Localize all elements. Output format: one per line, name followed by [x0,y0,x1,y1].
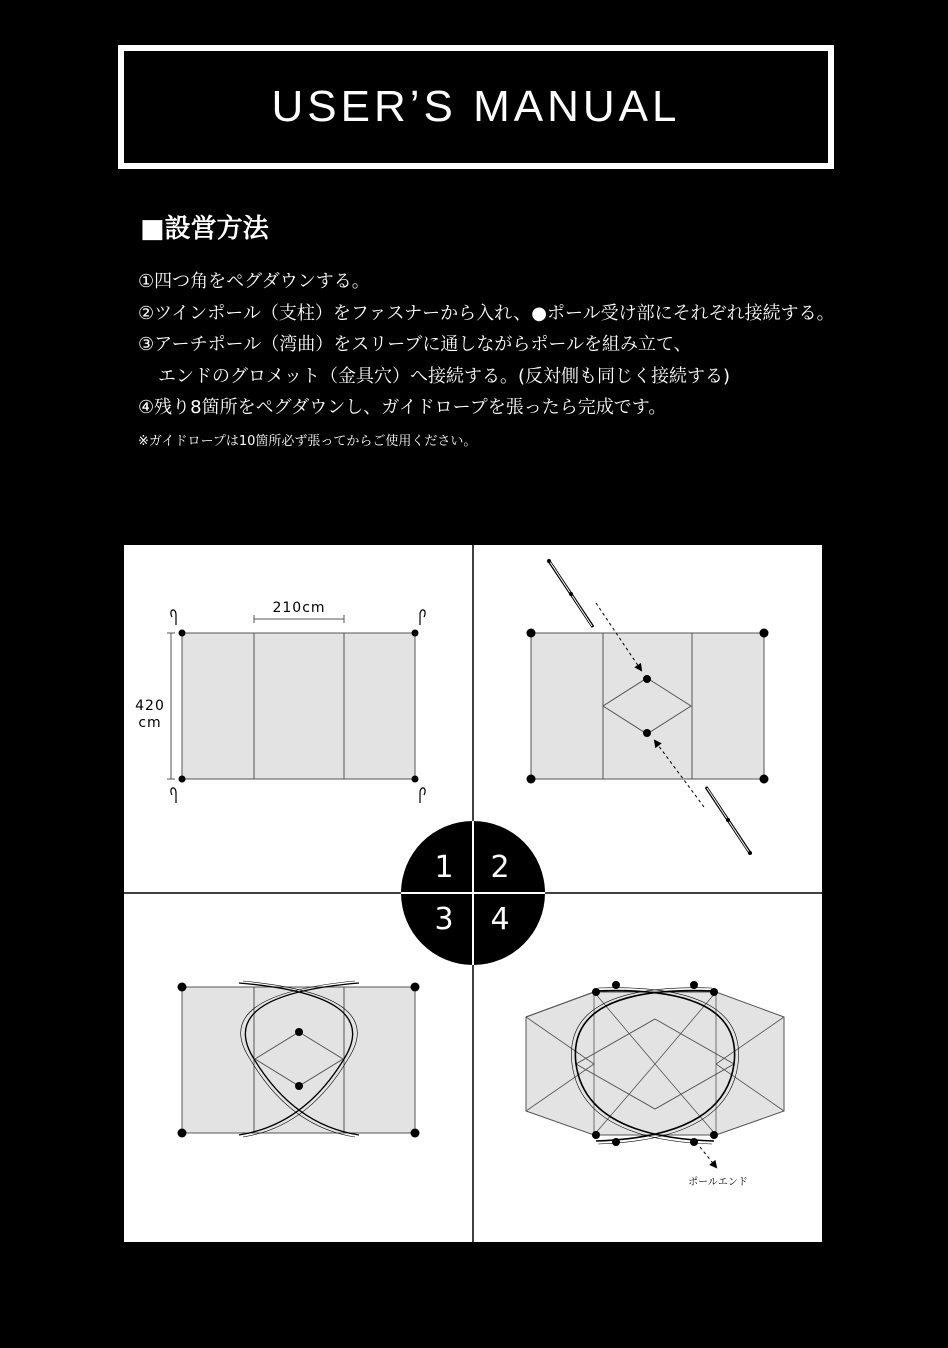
section-heading: ■設営方法 [140,214,269,244]
step-3: ③アーチポール（湾曲）をスリーブに通しながらポールを組み立て、 [138,334,692,355]
guide-rope-note: ※ガイドロープは10箇所必ず張ってからご使用ください。 [138,433,477,449]
pole-end-label: ポールエンド [688,1177,748,1188]
step2-diagram [527,559,769,855]
step-number-1: 1 [434,850,454,885]
steps-list [138,266,928,449]
twin-pole-icon [706,787,752,855]
step-number-4: 4 [490,902,510,937]
step-2: ②ツインポール（支柱）をファスナーから入れ、●ポール受け部にそれぞれ接続する。 [138,302,835,324]
setup-diagram [124,545,822,1242]
width-dimension-label: 210cm [272,600,326,616]
twin-pole-icon [547,559,593,627]
step-4: ④残り8箇所をペグダウンし、ガイドロープを張ったら完成です。 [138,397,667,418]
manual-title: USER’S MANUAL [271,82,681,131]
title-box [118,45,834,169]
peg-icon [420,788,425,803]
step-number-2: 2 [490,850,510,885]
height-dimension-label: 420 [135,698,165,714]
step-3-continued: エンドのグロメット（金具穴）へ接続する。(反対側も同じく接続する) [158,365,731,387]
step4-diagram [526,981,784,1188]
step1-diagram [128,600,425,803]
step-number-3: 3 [434,902,454,937]
step-number-badge [401,821,545,965]
peg-icon [171,610,176,625]
height-dimension-unit: cm [138,715,162,731]
peg-icon [171,788,176,803]
step3-diagram [178,981,420,1138]
step-1: ①四つ角をペグダウンする。 [138,271,370,292]
peg-icon [420,610,425,625]
